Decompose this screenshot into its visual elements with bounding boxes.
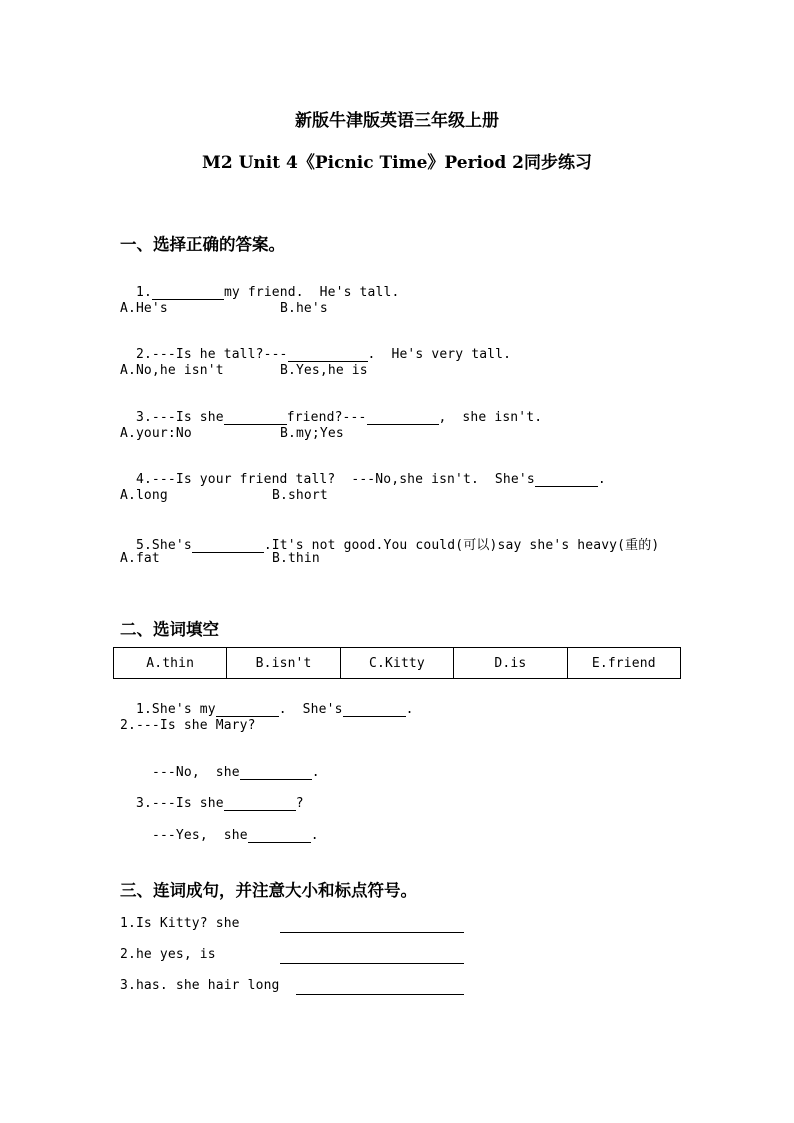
word-bank-table	[113, 647, 681, 679]
q3-text-after: , she isn't.	[438, 410, 543, 425]
s2-q3-blank-1[interactable]	[224, 796, 296, 811]
s2-q1-blank-2[interactable]	[343, 702, 406, 717]
q3-option-a: A.your:No	[120, 426, 192, 441]
word-bank-item: C.Kitty	[340, 648, 453, 679]
s3-item-2: 2.he yes, is	[120, 947, 216, 962]
s3-answer-line-2[interactable]	[280, 963, 464, 964]
word-bank-item: B.isn't	[227, 648, 340, 679]
s2-q1-text-after: .	[405, 702, 414, 717]
q5-text-before: 5.She's	[135, 538, 192, 553]
q4-option-b: B.short	[272, 488, 328, 503]
q2-line	[120, 332, 511, 362]
q1-option-a: A.He's	[120, 301, 168, 316]
s3-item-3: 3.has. she hair long	[120, 978, 280, 993]
q1-text: my friend. He's tall.	[223, 285, 400, 300]
document-title: 新版牛津版英语三年级上册	[295, 111, 499, 131]
s2-q3-line2	[136, 813, 319, 843]
s2-q3-text2: ---Yes, she	[151, 828, 248, 843]
section3-heading: 三、连词成句，并注意大小和标点符号。	[120, 881, 417, 900]
word-bank-row	[114, 648, 681, 679]
s3-answer-line-1[interactable]	[280, 932, 464, 933]
q4-text-before: 4.---Is your friend tall? ---No,she isn't. She's	[135, 472, 535, 487]
q3-blank-2[interactable]	[367, 410, 439, 425]
s2-q1-blank-1[interactable]	[216, 702, 279, 717]
s2-q3-text-after2: .	[310, 828, 319, 843]
q4-text-after: .	[597, 472, 606, 487]
s2-q2-line2	[136, 750, 320, 780]
q3-option-b: B.my;Yes	[280, 426, 344, 441]
q5-option-b: B.thin	[272, 551, 320, 566]
q4-option-a: A.long	[120, 488, 168, 503]
s2-q2-text: ---No, she	[151, 765, 240, 780]
word-bank-item: A.thin	[114, 648, 227, 679]
q4-blank[interactable]	[535, 472, 598, 487]
q5-text-after: .It's not good.You could(可以)say she's heavy(重的)	[263, 538, 660, 553]
s3-item-1: 1.Is Kitty? she	[120, 916, 240, 931]
q3-text-before: 3.---Is she	[135, 410, 224, 425]
word-bank-item: D.is	[454, 648, 567, 679]
q1-blank[interactable]	[152, 285, 224, 300]
s2-q2-blank[interactable]	[240, 765, 312, 780]
q3-blank-1[interactable]	[224, 410, 287, 425]
q4-line	[120, 457, 606, 487]
q2-text-after: . He's very tall.	[367, 347, 512, 362]
q2-blank[interactable]	[288, 347, 368, 362]
q2-text-before: 2.---Is he tall?---	[135, 347, 288, 362]
q2-option-a: A.No,he isn't	[120, 363, 224, 378]
document-subtitle: M2 Unit 4《Picnic Time》Period 2同步练习	[202, 153, 592, 173]
q2-option-b: B.Yes,he is	[280, 363, 368, 378]
section2-heading: 二、选词填空	[120, 620, 219, 639]
q3-line	[120, 395, 542, 425]
q5-option-a: A.fat	[120, 551, 160, 566]
s2-q3-line1	[120, 781, 304, 811]
s2-q1-text-mid: . She's	[278, 702, 343, 717]
q5-line	[120, 519, 659, 553]
s2-q2-line1: 2.---Is she Mary?	[120, 718, 256, 733]
q1-number: 1.	[135, 285, 152, 300]
s2-q3-text-after: ?	[295, 796, 304, 811]
s2-q3-text-before: 3.---Is she	[135, 796, 224, 811]
s2-q1-line	[120, 687, 414, 717]
s2-q3-blank-2[interactable]	[248, 828, 311, 843]
q3-text-mid: friend?---	[286, 410, 367, 425]
q5-blank[interactable]	[192, 538, 264, 553]
s2-q1-text-before: 1.She's my	[135, 702, 216, 717]
s2-q2-text-after: .	[311, 765, 320, 780]
word-bank-item: E.friend	[567, 648, 680, 679]
q1-line	[120, 270, 399, 300]
q1-option-b: B.he's	[280, 301, 328, 316]
section1-heading: 一、选择正确的答案。	[120, 235, 285, 254]
s3-answer-line-3[interactable]	[296, 994, 464, 995]
